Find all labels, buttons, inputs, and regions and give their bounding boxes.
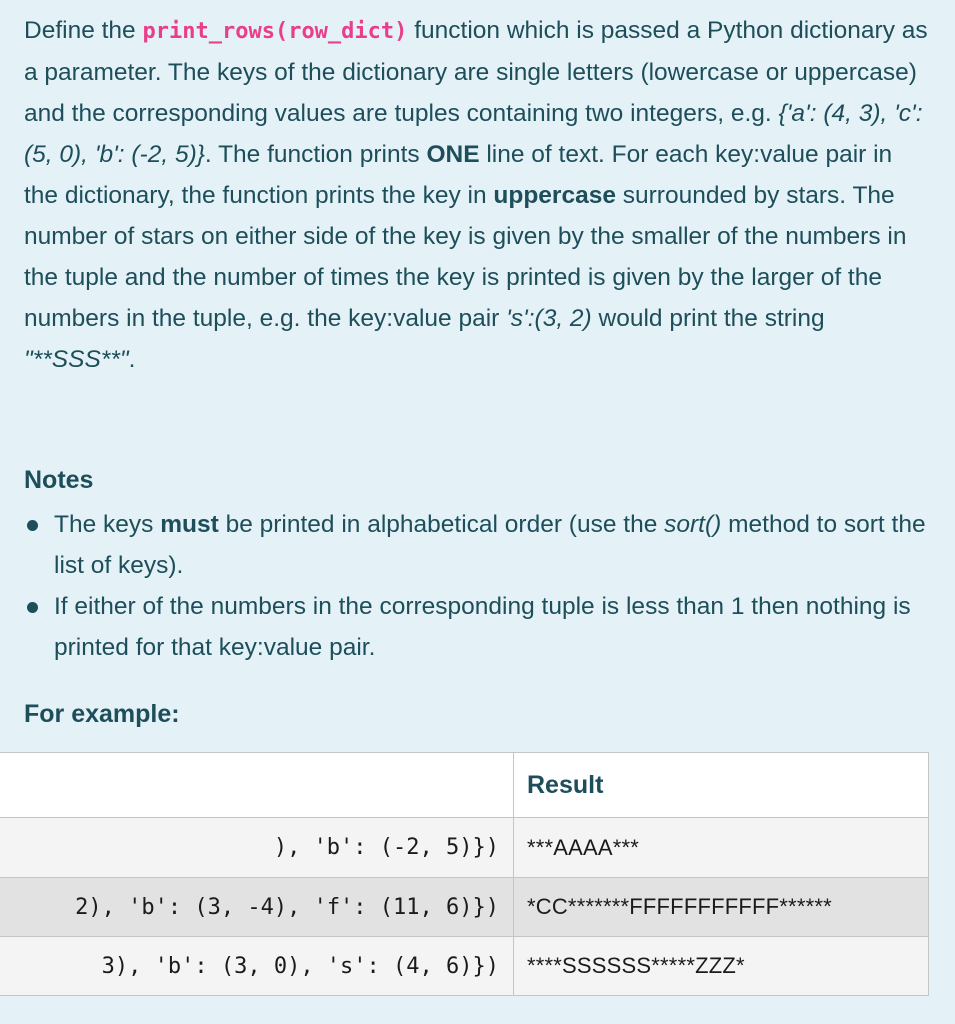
result-cell <box>514 937 928 995</box>
problem-description <box>24 10 929 380</box>
desc-text: line of text. For each key:value pair in the dictionary, the function prints the key in <box>24 141 893 209</box>
desc-text: surrounded by stars. The number of stars on either side of the key is given by the smaller of the numbers in the tuple and the number of times the key is printed is given by the larger of the numbers in the tuple, e.g. the key:value pair <box>24 182 907 332</box>
bold-one-text: ONE <box>426 141 480 168</box>
result-cell <box>514 878 928 936</box>
test-header-cell <box>0 753 514 817</box>
note-italic-text: sort() <box>664 511 722 538</box>
note-text: The keys <box>54 511 161 538</box>
result-header-cell <box>514 753 928 817</box>
example-dict-text: {'a': (4, 3), 'c': (5, 0), 'b': (-2, 5)} <box>24 100 923 168</box>
result-text: *CC*******FFFFFFFFFFF****** <box>527 894 832 919</box>
table-row <box>0 818 928 878</box>
result-cell <box>514 818 928 877</box>
table-row <box>0 937 928 995</box>
test-cell <box>0 878 514 936</box>
bold-uppercase-text: uppercase <box>493 182 616 209</box>
test-cell <box>0 937 514 995</box>
function-signature-code: print_rows(row_dict) <box>142 19 408 44</box>
example-heading: For example: <box>24 700 180 728</box>
note-text: If either of the numbers in the corresponding tuple is less than 1 then nothing is printed for that key:value pair. <box>54 593 911 661</box>
notes-heading: Notes <box>24 466 94 494</box>
test-code: 2), 'b': (3, -4), 'f': (11, 6)}) <box>75 894 499 920</box>
notes-list-item <box>24 586 929 668</box>
desc-text: . The function prints <box>204 141 427 168</box>
note-text: method to sort the list of keys). <box>54 511 926 579</box>
table-row <box>0 878 928 937</box>
desc-text: Define the <box>24 17 143 44</box>
result-text: ****SSSSSS*****ZZZ* <box>527 953 745 978</box>
test-code: ), 'b': (-2, 5)}) <box>273 835 499 860</box>
result-header: Result <box>527 770 604 799</box>
note-bold-text: must <box>160 511 219 538</box>
test-code: 3), 'b': (3, 0), 's': (4, 6)}) <box>101 953 499 979</box>
desc-text: would print the string <box>591 305 825 332</box>
example-table <box>0 752 929 996</box>
notes-list <box>24 504 929 668</box>
desc-text: function which is passed a Python dictionary as a parameter. The keys of the dictionary are single letters (lowercase or uppercase) and the corresponding values are tuples containing two integers, e.g. <box>24 17 928 127</box>
desc-text: . <box>128 346 136 373</box>
result-text: ***AAAA*** <box>527 834 640 860</box>
notes-list-item <box>24 504 929 586</box>
table-header-row <box>0 753 928 818</box>
example-pair-text: 's':(3, 2) <box>506 305 592 332</box>
test-cell <box>0 818 514 877</box>
note-text: be printed in alphabetical order (use the <box>218 511 665 538</box>
example-string-text: "**SSS**" <box>24 346 129 373</box>
